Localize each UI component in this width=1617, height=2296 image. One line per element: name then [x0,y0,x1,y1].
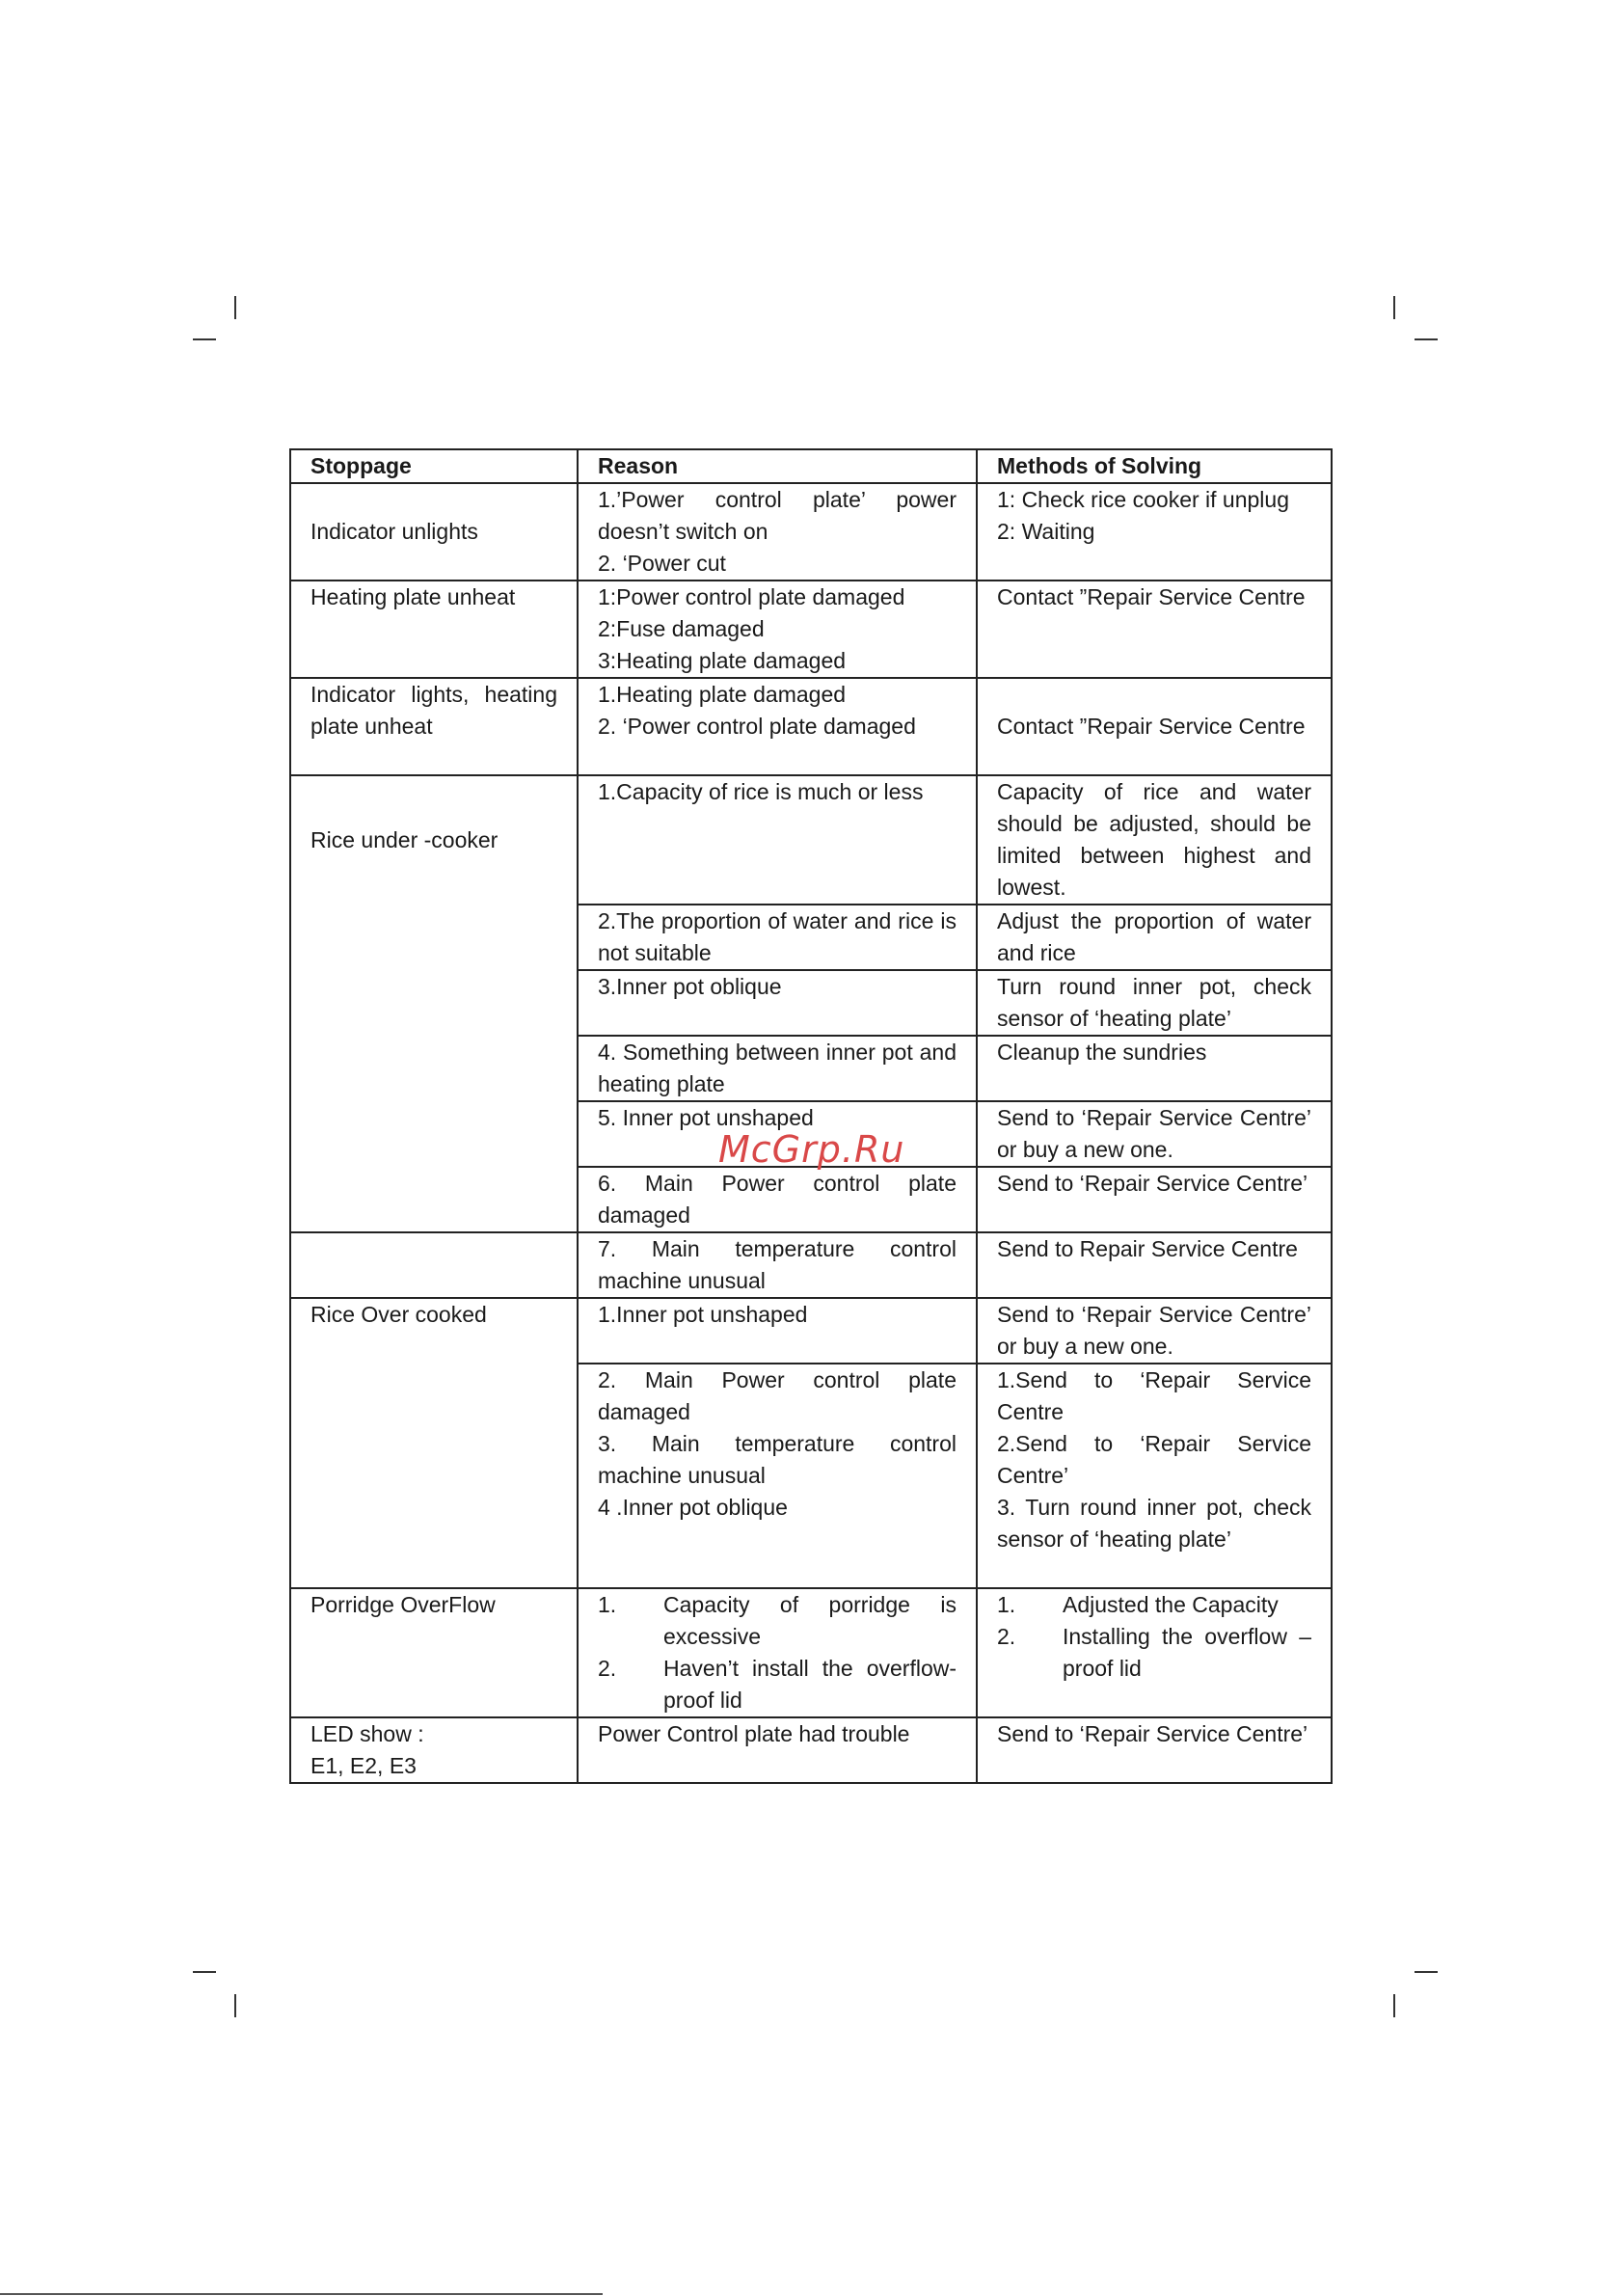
crop-mark-bottom-left-horizontal [193,1971,216,1973]
reason-cell: 2.The proportion of water and rice is not suitable [578,905,977,970]
reason-cell: Power Control plate had trouble [578,1717,977,1783]
reason-list [598,1589,957,1716]
method-cell: Send to ‘Repair Service Centre’ [977,1167,1332,1232]
stoppage-cell [290,1717,578,1783]
method-cell: Send to ‘Repair Service Centre’ or buy a new one. [977,1101,1332,1167]
reason-cell: 4. Something between inner pot and heating plate [578,1036,977,1101]
list-text: Capacity of porridge is excessive [663,1592,957,1649]
table-row [290,483,1332,581]
reason-line: 3. Main temperature control machine unusual [598,1431,957,1488]
table-row [290,1298,1332,1364]
reason-cell [578,1588,977,1717]
list-item [997,1621,1311,1685]
crop-mark-top-right-vertical [1393,296,1395,319]
stoppage-text: Rice under -cooker [310,826,499,852]
stoppage-cell [290,775,578,1232]
list-text: Haven’t install the overflow-proof lid [663,1656,957,1713]
table-row [290,581,1332,678]
reason-cell: 7. Main temperature control machine unusual [578,1232,977,1298]
method-cell [977,1588,1332,1717]
stoppage-cell: Heating plate unheat [290,581,578,678]
watermark-text: McGrp.Ru [718,1128,905,1171]
method-cell: Contact ”Repair Service Centre [977,581,1332,678]
crop-mark-top-left-horizontal [193,338,216,340]
header-reason: Reason [578,449,977,483]
method-text: Contact ”Repair Service Centre [997,714,1306,739]
header-stoppage: Stoppage [290,449,578,483]
reason-line: 2. ‘Power control plate damaged [598,714,916,739]
stoppage-cell: Porridge OverFlow [290,1588,578,1717]
table-row [290,1717,1332,1783]
reason-cell: 5. Inner pot unshaped [578,1101,977,1167]
method-cell [977,483,1332,581]
method-line: 2: Waiting [997,519,1095,544]
method-cell [977,678,1332,775]
method-cell: Capacity of rice and water should be adjusted, should be limited between highest and lowest. [977,775,1332,905]
crop-mark-top-left-vertical [234,296,236,319]
reason-line: 1.’Power control plate’ power doesn’t switch on [598,487,957,544]
list-item [997,1589,1311,1621]
method-cell: Send to ‘Repair Service Centre’ or buy a new one. [977,1298,1332,1364]
method-cell: Turn round inner pot, check sensor of ‘heating plate’ [977,970,1332,1036]
method-list [997,1589,1311,1685]
table-row [290,1232,1332,1298]
reason-cell: 1.Inner pot unshaped [578,1298,977,1364]
crop-mark-bottom-right-horizontal [1415,1971,1438,1973]
reason-cell [578,483,977,581]
method-cell: Cleanup the sundries [977,1036,1332,1101]
table-row [290,678,1332,775]
crop-mark-top-right-horizontal [1415,338,1438,340]
reason-line: 4 .Inner pot oblique [598,1495,788,1520]
list-item [598,1653,957,1716]
method-cell: Send to Repair Service Centre [977,1232,1332,1298]
stoppage-cell: Indicator unlights [290,483,578,581]
reason-line: 2. ‘Power cut [598,551,726,576]
method-cell [977,1364,1332,1588]
reason-cell: 3.Inner pot oblique [578,970,977,1036]
list-number: 1. [598,1592,617,1617]
reason-cell [578,581,977,678]
reason-line: 2. Main Power control plate damaged [598,1367,957,1424]
list-text: Installing the overflow –proof lid [1063,1624,1311,1681]
reason-cell: 1.Capacity of rice is much or less [578,775,977,905]
list-number: 2. [598,1656,617,1681]
list-item [598,1589,957,1653]
list-number: 2. [997,1624,1016,1649]
stoppage-line: LED show : [310,1721,424,1746]
table-row [290,1588,1332,1717]
footer-rule [0,2293,603,2295]
method-line: 1.Send to ‘Repair Service Centre [997,1367,1311,1424]
method-cell: Adjust the proportion of water and rice [977,905,1332,970]
table-row [290,775,1332,905]
table-header-row [290,449,1332,483]
stoppage-cell: Rice Over cooked [290,1298,578,1588]
reason-line: 1:Power control plate damaged [598,584,905,609]
list-text: Adjusted the Capacity [1063,1592,1279,1617]
crop-mark-bottom-right-vertical [1393,1994,1395,2017]
crop-mark-bottom-left-vertical [234,1994,236,2017]
troubleshooting-table [289,448,1333,1784]
stoppage-cell: Indicator lights, heating plate unheat [290,678,578,775]
method-line: 1: Check rice cooker if unplug [997,487,1289,512]
stoppage-line: E1, E2, E3 [310,1753,417,1778]
reason-cell [578,678,977,775]
reason-line: 1.Heating plate damaged [598,682,847,707]
reason-cell: 6. Main Power control plate damaged [578,1167,977,1232]
reason-cell [578,1364,977,1588]
reason-line: 3:Heating plate damaged [598,648,847,673]
method-cell: Send to ‘Repair Service Centre’ [977,1717,1332,1783]
method-line: 3. Turn round inner pot, check sensor of ‘heating plate’ [997,1495,1311,1552]
reason-line: 2:Fuse damaged [598,616,765,641]
header-methods: Methods of Solving [977,449,1332,483]
stoppage-cell [290,1232,578,1298]
method-line: 2.Send to ‘Repair Service Centre’ [997,1431,1311,1488]
list-number: 1. [997,1592,1016,1617]
